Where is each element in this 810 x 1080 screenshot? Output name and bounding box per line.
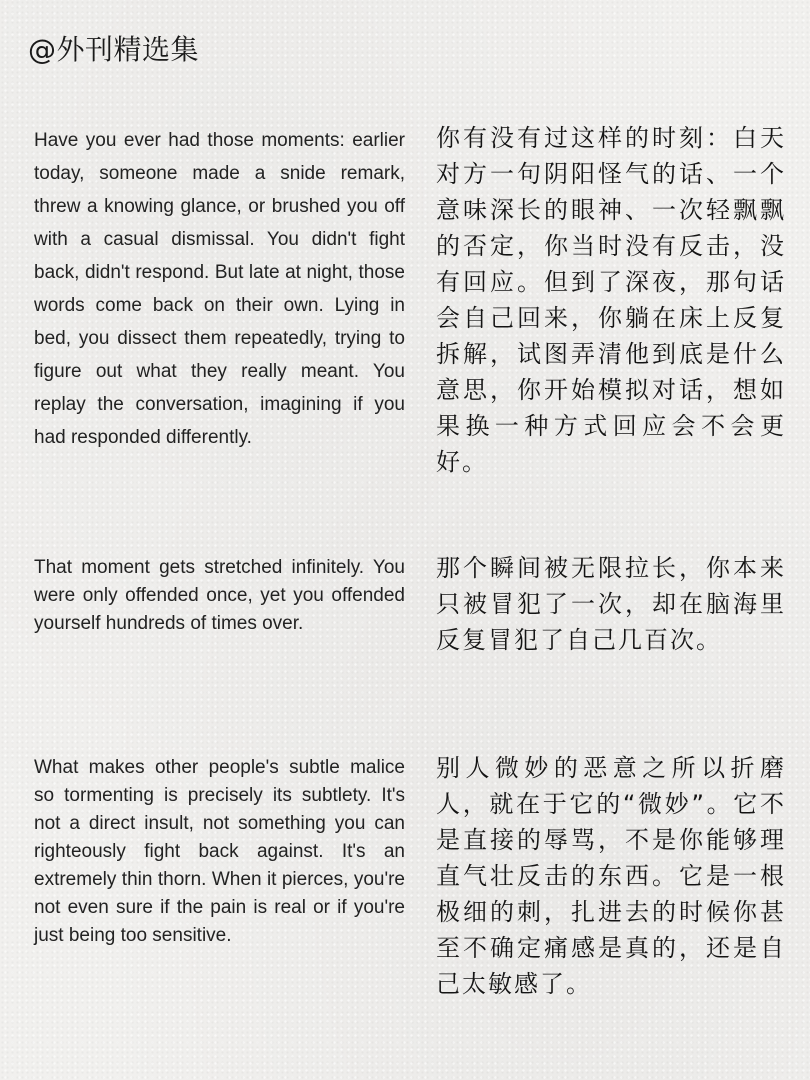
- english-paragraph: What makes other people's subtle malice so tormenting is precisely its subtlety. It's not a direct insult, not something you can righteously fight back against. It's an extremely thin thorn. When it pierces, you're not even sure if the pain is real or if you're just being too sensitive.: [34, 757, 405, 946]
- english-paragraph: That moment gets stretched infinitely. You were only offended once, yet you offended yourself hundreds of times over.: [34, 557, 405, 634]
- english-paragraph: Have you ever had those moments: earlier today, someone made a snide remark, threw a knowing glance, or brushed you off with a casual dismissal. You didn't fight back, didn't respond. But late at night, those words come back on their own. Lying in bed, you dissect them repeatedly, trying to figure out what they really meant. You replay the conversation, imagining if you had responded differently.: [34, 130, 405, 448]
- chinese-paragraph: 那个瞬间被无限拉长，你本来只被冒犯了一次，却在脑海里反复冒犯了自己几百次。: [436, 554, 786, 654]
- page-title: @外刊精选集: [28, 33, 200, 66]
- chinese-paragraph: 你有没有过这样的时刻：白天对方一句阴阳怪气的话、一个意味深长的眼神、一次轻飘飘的否定，你当时没有反击，没有回应。但到了深夜，那句话会自己回来，你躺在床上反复拆解，试图弄清他到底是什么意思，你开始模拟对话，想如果换一种方式回应会不会更好。: [436, 124, 786, 476]
- chinese-paragraph: 别人微妙的恶意之所以折磨人，就在于它的“微妙”。它不是直接的辱骂，不是你能够理直气壮反击的东西。它是一根极细的刺，扎进去的时候你甚至不确定痛感是真的，还是自己太敏感了。: [436, 754, 786, 998]
